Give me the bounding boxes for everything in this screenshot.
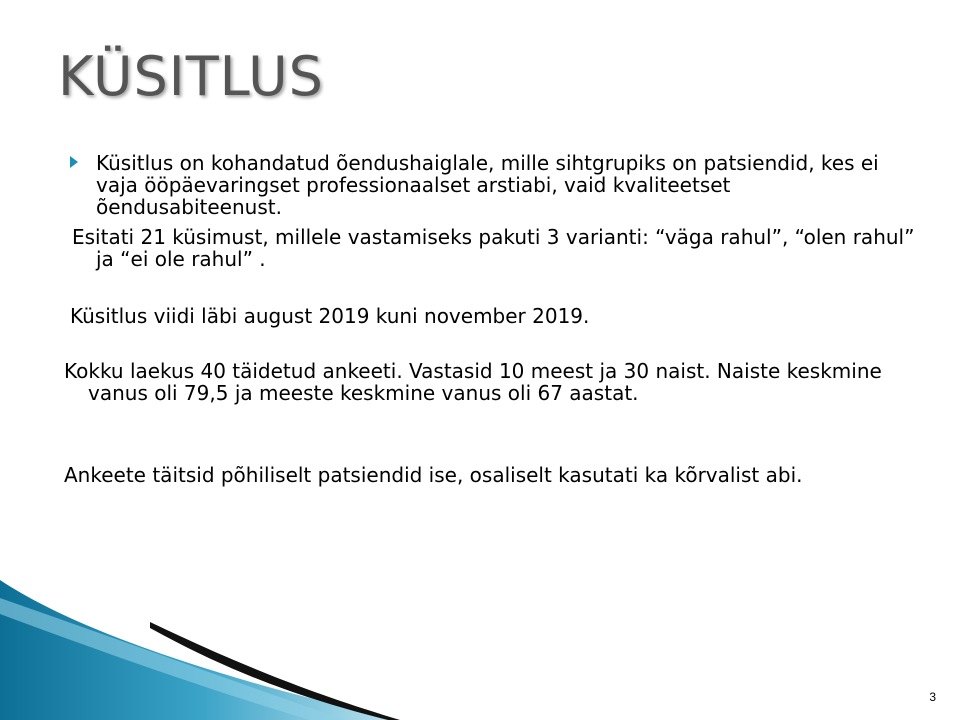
paragraph-1 xyxy=(96,152,916,218)
slide-title: KÜSITLUS xyxy=(58,45,324,108)
paragraph-2: Esitati 21 küsimust, millele vastamiseks pakuti 3 varianti: “väga rahul”, “olen rahul” ja “ei ole rahul” . xyxy=(72,225,915,271)
paragraph-3: Küsitlus viidi läbi august 2019 kuni november 2019. xyxy=(70,304,590,328)
corner-wave-decoration xyxy=(0,580,400,720)
bullet-triangle-icon xyxy=(70,156,78,168)
paragraph-4: Kokku laekus 40 täidetud ankeeti. Vastasid 10 meest ja 30 naist. Naiste keskmine vanus oli 79,5 ja meeste keskmine vanus oli 67 aastat. xyxy=(64,359,882,405)
paragraph-1-text: Küsitlus on kohandatud õendushaiglale, mille sihtgrupiks on patsiendid, kes ei vaja ööpäevaringset professionaalset arstiabi, vaid kvaliteetset õendusabiteenust. xyxy=(96,151,879,219)
page-number: 3 xyxy=(929,690,936,704)
paragraph-5: Ankeete täitsid põhiliselt patsiendid ise, osaliselt kasutati ka kõrvalist abi. xyxy=(64,463,803,487)
